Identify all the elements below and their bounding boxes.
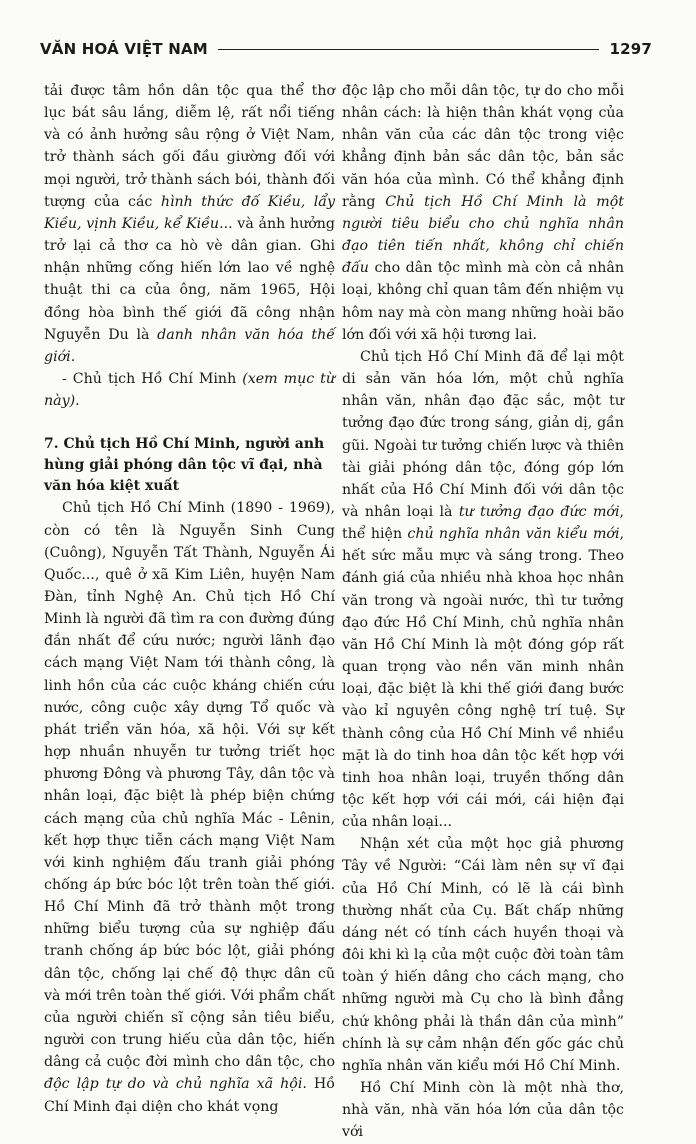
paragraph: độc lập cho mỗi dân tộc, tự do cho mỗi nhân cách: là hiện thân khát vọng của nhân văn của các dân tộc trong việc khẳng định bản sắc dân tộc, bản sắc văn hóa của mình. Có thể khẳng định rằng Chủ tịch Hồ Chí Minh là một người tiêu biểu cho chủ nghĩa nhân đạo tiên tiến nhất, không chỉ chiến đấu cho dân tộc mình mà còn cả nhân loại, không chỉ quan tâm đến nhiệm vụ hôm nay mà còn mang những hoài bão lớn đối với xã hội tương lai. [342,83,624,343]
paragraph: tải được tâm hồn dân tộc qua thể thơ lục bát sâu lắng, diễm lệ, rất nổi tiếng và có ảnh hưởng sâu rộng ở Việt Nam, trở thành sách gối đầu giường đối với mọi người, trở thành sách bói, thành đối tượng của các hình thức đố Kiều, lẩy Kiều, vịnh Kiều, kể Kiều... và ảnh hưởng trở lại cả thơ ca hò vè dân gian. Ghi nhận những cống hiến lớn lao về nghệ thuật thi ca của ông, năm 1965, Hội đồng hòa bình thế giới đã công nhận Nguyễn Du là danh nhân văn hóa thế giới. [44,83,335,365]
paragraph: Chủ tịch Hồ Chí Minh (1890 - 1969), còn có tên là Nguyễn Sinh Cung (Cuông), Nguyễn Tất Thành, Nguyễn Ái Quốc..., quê ở xã Kim Liên, huyện Nam Đàn, tỉnh Nghệ An. Chủ tịch Hồ Chí Minh là người đã tìm ra con đường đúng đắn nhất để cứu nước; người lãnh đạo cách mạng Việt Nam tới thành công, là linh hồn của các cuộc kháng chiến cứu nước, công cuộc xây dựng Tổ quốc và phát triển văn hóa, xã hội. Với sự kết hợp nhuần nhuyễn tư tưởng triết học phương Đông và phương Tây, dân tộc và nhân loại, đặc biệt là phép biện chứng cách mạng của chủ nghĩa Mác - Lênin, kết hợp thực tiễn cách mạng Việt Nam với kinh nghiệm đấu tranh giải phóng chống áp bức bóc lột trên toàn thế giới. Hồ Chí Minh đã trở thành một trong những biểu tượng của sự nghiệp đấu tranh chống áp bức bóc lột, giải phóng dân tộc, chống lại chế độ thực dân cũ và mới trên toàn thế giới. Với phẩm chất của người chiến sĩ cộng sản tiêu biểu, người con trung hiếu của dân tộc, hiến dâng cả cuộc đời mình cho dân tộc, cho độc lập tự do và chủ nghĩa xã hội. Hồ Chí Minh đại diện cho khát vọng [44,500,335,1115]
paragraph: Nhận xét của một học giả phương Tây về Người: “Cái làm nên sự vĩ đại của Hồ Chí Minh, có lẽ là cái bình thường nhất của Cụ. Bất chấp những dáng nét có tính cách huyền thoại và đôi khi kì lạ của một cuộc đời toàn tâm toàn ý hiến dâng cho cách mạng, cho những người mà Cụ cho là bình đẳng chứ không phải là thần dân của mình” chính là sự cảm nhận đến gốc gác chủ nghĩa nhân văn kiểu mới Hồ Chí Minh. [342,836,624,1074]
page-number: 1297 [609,40,652,58]
header-rule [218,49,600,50]
running-header [40,38,652,60]
paragraph: Hồ Chí Minh còn là một nhà thơ, nhà văn, nhà văn hóa lớn của dân tộc với [342,1080,624,1141]
paragraph: Chủ tịch Hồ Chí Minh đã để lại một di sản văn hóa lớn, một chủ nghĩa nhân văn, nhân đạo đặc sắc, một tư tưởng đạo đức trong sáng, giản dị, gần gũi. Ngoài tư tưởng chiến lược và thiên tài giải phóng dân tộc, đóng góp lớn nhất của Hồ Chí Minh đối với dân tộc và nhân loại là tư tưởng đạo đức mới, thể hiện chủ nghĩa nhân văn kiểu mới, hết sức mẫu mực và sáng trong. Theo đánh giá của nhiều nhà khoa học nhân văn trong và ngoài nước, thì tư tưởng đạo đức Hồ Chí Minh, chủ nghĩa nhân văn Hồ Chí Minh là một đóng góp rất quan trọng vào nền văn minh nhân loại, đặc biệt là khi thế giới đang bước vào kỉ nguyên công nghệ trí tuệ. Sự thành công của Hồ Chí Minh về nhiều mặt là do tinh hoa dân tộc kết hợp với tinh hoa nhân loại, truyền thống dân tộc kết hợp với cái mới, cái hiện đại của nhân loại... [342,348,625,831]
section-gap [44,412,335,434]
right-column [342,80,624,1144]
section-heading: 7. Chủ tịch Hồ Chí Minh, người anh hùng giải phóng dân tộc vĩ đại, nhà văn hóa kiệt xuất [44,436,325,495]
paragraph: - Chủ tịch Hồ Chí Minh (xem mục từ này). [44,371,335,410]
left-column [44,80,335,1118]
running-title: VĂN HOÁ VIỆT NAM [40,40,208,58]
